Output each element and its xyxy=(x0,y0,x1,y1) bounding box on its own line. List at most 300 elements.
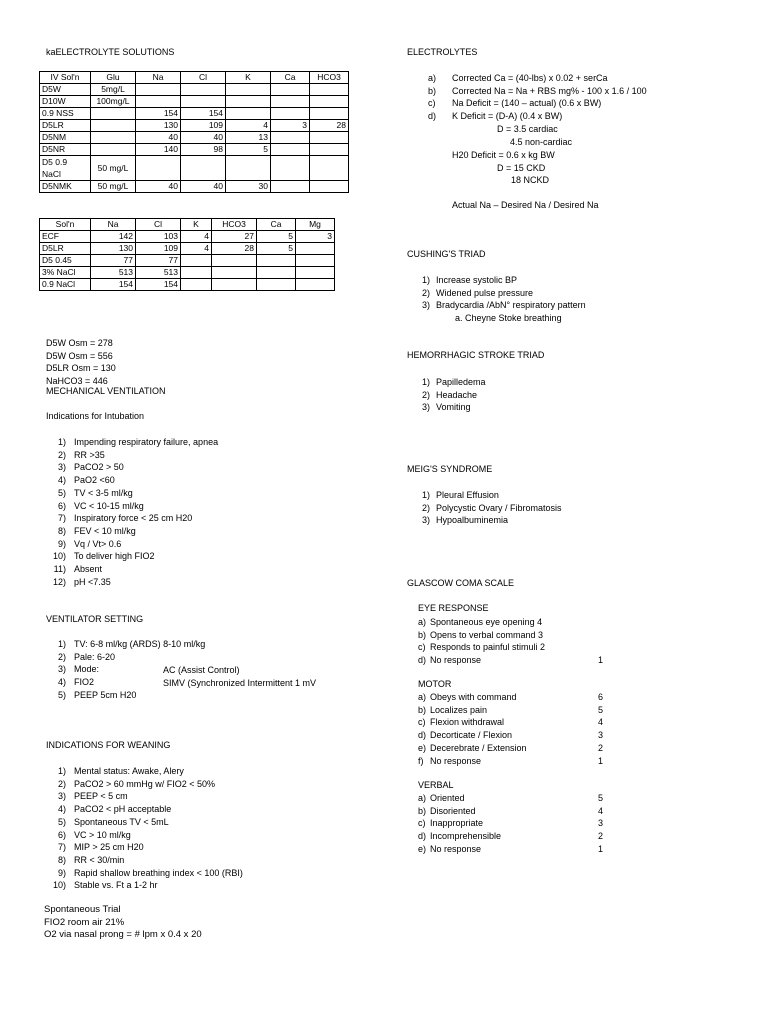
list-number: 4) xyxy=(57,804,66,815)
list-text: Spontaneous TV < 5mL xyxy=(74,816,169,827)
list-text: Responds to painful stimuli 2 xyxy=(430,642,546,653)
list-item: O2 via nasal prong = # lpm x 0.4 x 20 xyxy=(44,929,202,941)
table-cell xyxy=(136,96,181,108)
list-number: 3) xyxy=(422,300,431,311)
table-cell xyxy=(226,156,271,181)
score-value: 2 xyxy=(598,831,604,842)
table-row xyxy=(40,156,349,181)
list-letter: e) xyxy=(418,843,427,854)
hemorrhagic-title: HEMORRHAGIC STROKE TRIAD xyxy=(407,350,545,360)
table-row xyxy=(40,132,349,144)
list-letter: f) xyxy=(418,755,424,766)
list-item xyxy=(46,525,136,537)
list-text: Vomiting xyxy=(436,402,471,413)
table-row xyxy=(40,243,335,255)
table-header-cell: Ca xyxy=(257,219,296,231)
table-cell xyxy=(271,181,310,193)
list-number: 5) xyxy=(57,689,66,700)
table-cell: 98 xyxy=(181,144,226,156)
table-cell xyxy=(91,144,136,156)
vent-mode-ac: AC (Assist Control) xyxy=(163,665,240,675)
list-item xyxy=(46,461,124,473)
list-item xyxy=(46,563,102,575)
list-item xyxy=(418,817,604,829)
list-number: 8) xyxy=(57,854,66,865)
table-cell: 5 xyxy=(257,231,296,243)
mechanical-ventilation-title: MECHANICAL VENTILATION xyxy=(46,386,166,396)
table-cell: 130 xyxy=(91,243,136,255)
list-text: Decerebrate / Extension xyxy=(430,742,527,753)
table-cell: 3% NaCl xyxy=(40,267,91,279)
table-cell xyxy=(91,108,136,120)
table-header-cell: Sol'n xyxy=(40,219,91,231)
table-cell xyxy=(181,279,212,291)
list-text: Hypoalbuminemia xyxy=(436,515,509,526)
table-cell: 5 xyxy=(257,243,296,255)
table-cell xyxy=(271,96,310,108)
list-text: PaO2 <60 xyxy=(74,475,115,486)
list-item xyxy=(418,742,604,754)
intubation-title: Indications for Intubation xyxy=(46,411,145,421)
list-item xyxy=(428,72,608,84)
list-text: Corrected Ca = (40-lbs) x 0.02 + serCa xyxy=(452,73,608,83)
list-item xyxy=(46,512,192,524)
list-item xyxy=(418,616,542,628)
table-cell: D5 0.9 NaCl xyxy=(40,156,91,181)
list-text: Decorticate / Flexion xyxy=(430,730,513,741)
score-value: 4 xyxy=(598,805,604,816)
table-header-cell: Glu xyxy=(91,72,136,84)
table-header-cell: Ca xyxy=(271,72,310,84)
list-item xyxy=(46,474,115,486)
list-number: 7) xyxy=(57,513,66,524)
list-text: Corrected Na = Na + RBS mg% - 100 x 1.6 / 100 xyxy=(452,85,647,96)
table-cell: 142 xyxy=(91,231,136,243)
list-number: 10) xyxy=(52,880,66,891)
table-header-cell: K xyxy=(226,72,271,84)
list-item: FIO2 room air 21% xyxy=(44,916,125,928)
h2o-nckd: 18 NCKD xyxy=(511,175,550,185)
list-text: VC < 10-15 ml/kg xyxy=(74,500,144,511)
table-cell xyxy=(181,96,226,108)
h2o-deficit: H20 Deficit = 0.6 x kg BW xyxy=(452,150,555,160)
list-text: Rapid shallow breathing index < 100 (RBI) xyxy=(74,867,243,878)
list-text: Stable vs. Ft a 1-2 hr xyxy=(74,880,158,891)
score-value: 3 xyxy=(598,818,604,829)
list-number: 7) xyxy=(57,842,66,853)
list-item xyxy=(418,641,545,653)
k-deficit-cardiac: D = 3.5 cardiac xyxy=(497,124,558,134)
electrolytes-title: ELECTROLYTES xyxy=(407,47,478,57)
table-cell: 28 xyxy=(212,243,257,255)
list-text: FIO2 xyxy=(74,677,95,688)
weaning-title: INDICATIONS FOR WEANING xyxy=(46,740,171,750)
table-cell: D5NR xyxy=(40,144,91,156)
table-row xyxy=(40,120,349,132)
table-row xyxy=(40,181,349,193)
list-item xyxy=(46,879,158,891)
table-row xyxy=(40,84,349,96)
table-cell: 5mg/L xyxy=(91,84,136,96)
table-row xyxy=(40,255,335,267)
list-item xyxy=(46,778,215,790)
list-text: Impending respiratory failure, apnea xyxy=(74,437,219,447)
table-cell: 28 xyxy=(310,120,349,132)
list-text: Inappropriate xyxy=(430,818,484,829)
list-number: 12) xyxy=(52,576,66,587)
table-cell xyxy=(271,84,310,96)
list-text: RR >35 xyxy=(74,449,105,460)
list-number: 1) xyxy=(57,766,66,776)
list-letter: c) xyxy=(418,642,426,653)
list-number: 1) xyxy=(57,437,66,447)
list-text: Papilledema xyxy=(436,377,486,387)
list-item: Spontaneous Trial xyxy=(44,904,121,915)
table-cell: 50 mg/L xyxy=(91,181,136,193)
list-number: 4) xyxy=(57,475,66,486)
table-cell xyxy=(310,144,349,156)
list-item: D5W Osm = 556 xyxy=(46,350,113,361)
table-row xyxy=(40,267,335,279)
table-cell xyxy=(91,132,136,144)
table-cell: 103 xyxy=(136,231,181,243)
table-cell xyxy=(181,84,226,96)
table-cell: 13 xyxy=(226,132,271,144)
list-text: Absent xyxy=(74,564,103,574)
list-text: Mode: xyxy=(74,664,100,675)
table-cell: 140 xyxy=(136,144,181,156)
table-cell: 77 xyxy=(136,255,181,267)
list-text: No response xyxy=(430,843,482,854)
list-item xyxy=(422,376,486,388)
list-text: Mental status: Awake, Alery xyxy=(74,766,184,776)
score-value: 1 xyxy=(598,843,604,854)
table-cell: 0.9 NSS xyxy=(40,108,91,120)
list-number: 6) xyxy=(57,829,66,840)
list-number: 2) xyxy=(57,778,66,789)
list-text: VC > 10 ml/kg xyxy=(74,829,131,840)
list-item xyxy=(46,550,155,562)
table-cell xyxy=(181,267,212,279)
list-text: Inspiratory force < 25 cm H20 xyxy=(74,513,193,524)
list-letter: d) xyxy=(418,730,427,741)
list-text: PEEP 5cm H20 xyxy=(74,689,137,700)
list-item xyxy=(418,716,604,728)
list-item xyxy=(422,489,499,501)
list-number: 1) xyxy=(422,377,431,387)
table-cell: D5LR xyxy=(40,120,91,132)
table-cell xyxy=(226,84,271,96)
table-cell: 30 xyxy=(226,181,271,193)
list-number: 11) xyxy=(53,564,66,574)
list-text: Na Deficit = (140 – actual) (0.6 x BW) xyxy=(452,98,602,109)
list-item xyxy=(46,449,105,461)
list-text: To deliver high FIO2 xyxy=(74,551,155,562)
eye-response-title: EYE RESPONSE xyxy=(418,603,489,613)
list-item xyxy=(46,487,133,499)
table-header-cell: Na xyxy=(91,219,136,231)
table-cell xyxy=(181,255,212,267)
table-cell: D5NM xyxy=(40,132,91,144)
table-cell: 4 xyxy=(181,231,212,243)
list-item xyxy=(422,299,586,311)
list-item xyxy=(46,576,111,588)
table-cell xyxy=(310,96,349,108)
list-letter: b) xyxy=(418,805,427,816)
table-cell xyxy=(271,144,310,156)
ventilator-setting-title: VENTILATOR SETTING xyxy=(46,614,144,624)
table-cell: 109 xyxy=(181,120,226,132)
table-cell: 130 xyxy=(136,120,181,132)
list-item xyxy=(418,755,604,767)
table-header-cell: Mg xyxy=(296,219,335,231)
k-deficit-noncardiac: 4.5 non-cardiac xyxy=(510,137,573,147)
list-item xyxy=(46,538,121,550)
table-cell xyxy=(136,156,181,181)
table-cell xyxy=(310,84,349,96)
table-cell xyxy=(310,181,349,193)
list-text: Localizes pain xyxy=(430,704,488,715)
list-item xyxy=(418,792,604,804)
score-value: 1 xyxy=(598,755,604,766)
table-cell xyxy=(271,156,310,181)
list-item xyxy=(46,816,169,828)
list-item: D5W Osm = 278 xyxy=(46,338,113,348)
table-cell xyxy=(212,267,257,279)
table-cell: 50 mg/L xyxy=(91,156,136,181)
list-text: Pale: 6-20 xyxy=(74,651,116,662)
vent-mode-simv: SIMV (Synchronized Intermittent 1 mV xyxy=(163,678,317,688)
list-number: 9) xyxy=(57,867,66,878)
table-cell xyxy=(296,279,335,291)
list-item xyxy=(46,689,136,701)
table-cell xyxy=(226,96,271,108)
list-number: 2) xyxy=(57,449,66,460)
table-cell: 3 xyxy=(296,231,335,243)
list-item xyxy=(46,436,218,448)
table-cell xyxy=(271,132,310,144)
list-text: PaCO2 > 50 xyxy=(74,462,124,473)
list-item xyxy=(418,843,604,855)
list-text: Headache xyxy=(436,389,478,400)
table-cell: 40 xyxy=(181,132,226,144)
list-item xyxy=(422,274,517,286)
list-letter: a) xyxy=(428,73,437,83)
list-item xyxy=(46,676,94,688)
table-cell xyxy=(257,267,296,279)
list-text: FEV < 10 ml/kg xyxy=(74,525,136,536)
list-item xyxy=(46,854,124,866)
list-letter: c) xyxy=(418,818,426,829)
table-cell: 40 xyxy=(136,181,181,193)
list-letter: d) xyxy=(428,111,437,122)
list-item xyxy=(418,629,543,641)
list-text: Disoriented xyxy=(430,805,476,816)
table-cell xyxy=(310,132,349,144)
list-item xyxy=(46,803,171,815)
table-header-row xyxy=(40,219,335,231)
list-item xyxy=(418,729,604,741)
list-text: TV < 3-5 ml/kg xyxy=(74,487,133,498)
table-cell xyxy=(296,255,335,267)
list-item xyxy=(46,638,205,650)
list-item xyxy=(46,663,99,675)
table-cell xyxy=(212,255,257,267)
list-number: 2) xyxy=(422,389,431,400)
list-letter: c) xyxy=(418,717,426,728)
list-text: Oriented xyxy=(430,793,465,803)
table-cell xyxy=(296,267,335,279)
list-text: RR < 30/min xyxy=(74,854,125,865)
score-value: 1 xyxy=(598,655,604,666)
table-cell xyxy=(310,156,349,181)
table-header-cell: K xyxy=(181,219,212,231)
list-number: 3) xyxy=(57,664,66,675)
list-text: pH <7.35 xyxy=(74,576,111,587)
table-cell: 4 xyxy=(226,120,271,132)
list-letter: c) xyxy=(428,98,436,109)
list-number: 10) xyxy=(52,551,66,562)
table-cell: D10W xyxy=(40,96,91,108)
table-row xyxy=(40,231,335,243)
gcs-title: GLASCOW COMA SCALE xyxy=(407,578,515,588)
list-item xyxy=(46,765,184,777)
list-text: Obeys with command xyxy=(430,692,517,702)
motor-title: MOTOR xyxy=(418,679,452,689)
table-cell: 154 xyxy=(136,279,181,291)
list-number: 1) xyxy=(422,275,431,285)
table-cell: 109 xyxy=(136,243,181,255)
score-value: 3 xyxy=(598,730,604,741)
list-letter: d) xyxy=(418,831,427,842)
list-number: 5) xyxy=(57,816,66,827)
list-text: Vq / Vt> 0.6 xyxy=(74,538,122,549)
list-item xyxy=(418,654,604,666)
actual-na-formula: Actual Na – Desired Na / Desired Na xyxy=(452,200,599,210)
score-value: 2 xyxy=(598,742,604,753)
list-letter: b) xyxy=(428,85,437,96)
table-header-cell: IV Sol'n xyxy=(40,72,91,84)
list-text: Incomprehensible xyxy=(430,831,502,842)
table-header-cell: Cl xyxy=(181,72,226,84)
list-number: 2) xyxy=(422,287,431,298)
list-number: 1) xyxy=(422,490,431,500)
list-number: 5) xyxy=(57,487,66,498)
list-text: Bradycardia /AbN° respiratory pattern xyxy=(436,300,586,311)
list-letter: a) xyxy=(418,793,427,803)
table-cell: 0.9 NaCl xyxy=(40,279,91,291)
list-text: Polycystic Ovary / Fibromatosis xyxy=(436,502,562,513)
score-value: 5 xyxy=(598,793,604,803)
table-header-cell: Cl xyxy=(136,219,181,231)
cushing-subitem: a. Cheyne Stoke breathing xyxy=(455,313,562,323)
list-text: K Deficit = (D-A) (0.4 x BW) xyxy=(452,111,563,122)
table-cell xyxy=(257,279,296,291)
list-number: 1) xyxy=(57,639,66,649)
list-item xyxy=(46,790,128,802)
list-number: 3) xyxy=(422,402,431,413)
list-text: No response xyxy=(430,755,482,766)
table-cell xyxy=(91,120,136,132)
table-cell: 154 xyxy=(136,108,181,120)
list-text: Widened pulse pressure xyxy=(436,287,534,298)
list-number: 2) xyxy=(422,502,431,513)
list-text: Pleural Effusion xyxy=(436,490,499,500)
cushing-title: CUSHING'S TRIAD xyxy=(407,249,486,259)
table-cell: ECF xyxy=(40,231,91,243)
score-value: 5 xyxy=(598,704,604,715)
table-cell: 40 xyxy=(181,181,226,193)
table-cell: 5 xyxy=(226,144,271,156)
list-text: Spontaneous eye opening 4 xyxy=(430,617,543,627)
list-item xyxy=(46,841,144,853)
list-number: 2) xyxy=(57,651,66,662)
table-cell xyxy=(257,255,296,267)
list-item: D5LR Osm = 130 xyxy=(46,363,116,374)
h2o-ckd: D = 15 CKD xyxy=(497,163,546,173)
table-header-cell: HCO3 xyxy=(310,72,349,84)
score-value: 6 xyxy=(598,692,604,702)
list-text: Flexion withdrawal xyxy=(430,717,505,728)
table-cell: 40 xyxy=(136,132,181,144)
table-row xyxy=(40,144,349,156)
verbal-title: VERBAL xyxy=(418,780,454,790)
table-cell: D5W xyxy=(40,84,91,96)
table-cell xyxy=(226,108,271,120)
list-letter: b) xyxy=(418,704,427,715)
electrolyte-solutions-title: kaELECTROLYTE SOLUTIONS xyxy=(46,47,175,57)
list-text: Opens to verbal command 3 xyxy=(430,629,544,640)
table-cell: D5 0.45 xyxy=(40,255,91,267)
table-cell: 513 xyxy=(91,267,136,279)
list-letter: a) xyxy=(418,692,427,702)
list-item xyxy=(46,500,144,512)
list-number: 3) xyxy=(57,462,66,473)
list-text: TV: 6-8 ml/kg (ARDS) 8-10 ml/kg xyxy=(74,639,206,649)
table-cell: D5LR xyxy=(40,243,91,255)
table-cell: D5NMK xyxy=(40,181,91,193)
table-row xyxy=(40,96,349,108)
iv-solution-table xyxy=(39,71,349,193)
list-item xyxy=(418,691,604,703)
list-item xyxy=(422,401,471,413)
list-item xyxy=(422,502,562,514)
list-number: 8) xyxy=(57,525,66,536)
table-cell xyxy=(181,156,226,181)
list-item xyxy=(422,389,477,401)
list-number: 6) xyxy=(57,500,66,511)
meig-title: MEIG'S SYNDROME xyxy=(407,464,493,474)
table-cell: 513 xyxy=(136,267,181,279)
table-row xyxy=(40,108,349,120)
table-header-cell: HCO3 xyxy=(212,219,257,231)
list-item xyxy=(46,867,243,879)
table-cell: 77 xyxy=(91,255,136,267)
list-text: MIP > 25 cm H20 xyxy=(74,842,144,853)
list-item xyxy=(428,85,647,97)
list-item xyxy=(428,110,562,122)
list-item xyxy=(422,287,533,299)
list-item xyxy=(418,704,604,716)
list-item xyxy=(418,830,604,842)
list-text: PaCO2 < pH acceptable xyxy=(74,804,172,815)
table-cell: 27 xyxy=(212,231,257,243)
list-item xyxy=(418,805,604,817)
table-cell xyxy=(271,108,310,120)
table-header-cell: Na xyxy=(136,72,181,84)
list-letter: a) xyxy=(418,617,427,627)
table-cell xyxy=(310,108,349,120)
